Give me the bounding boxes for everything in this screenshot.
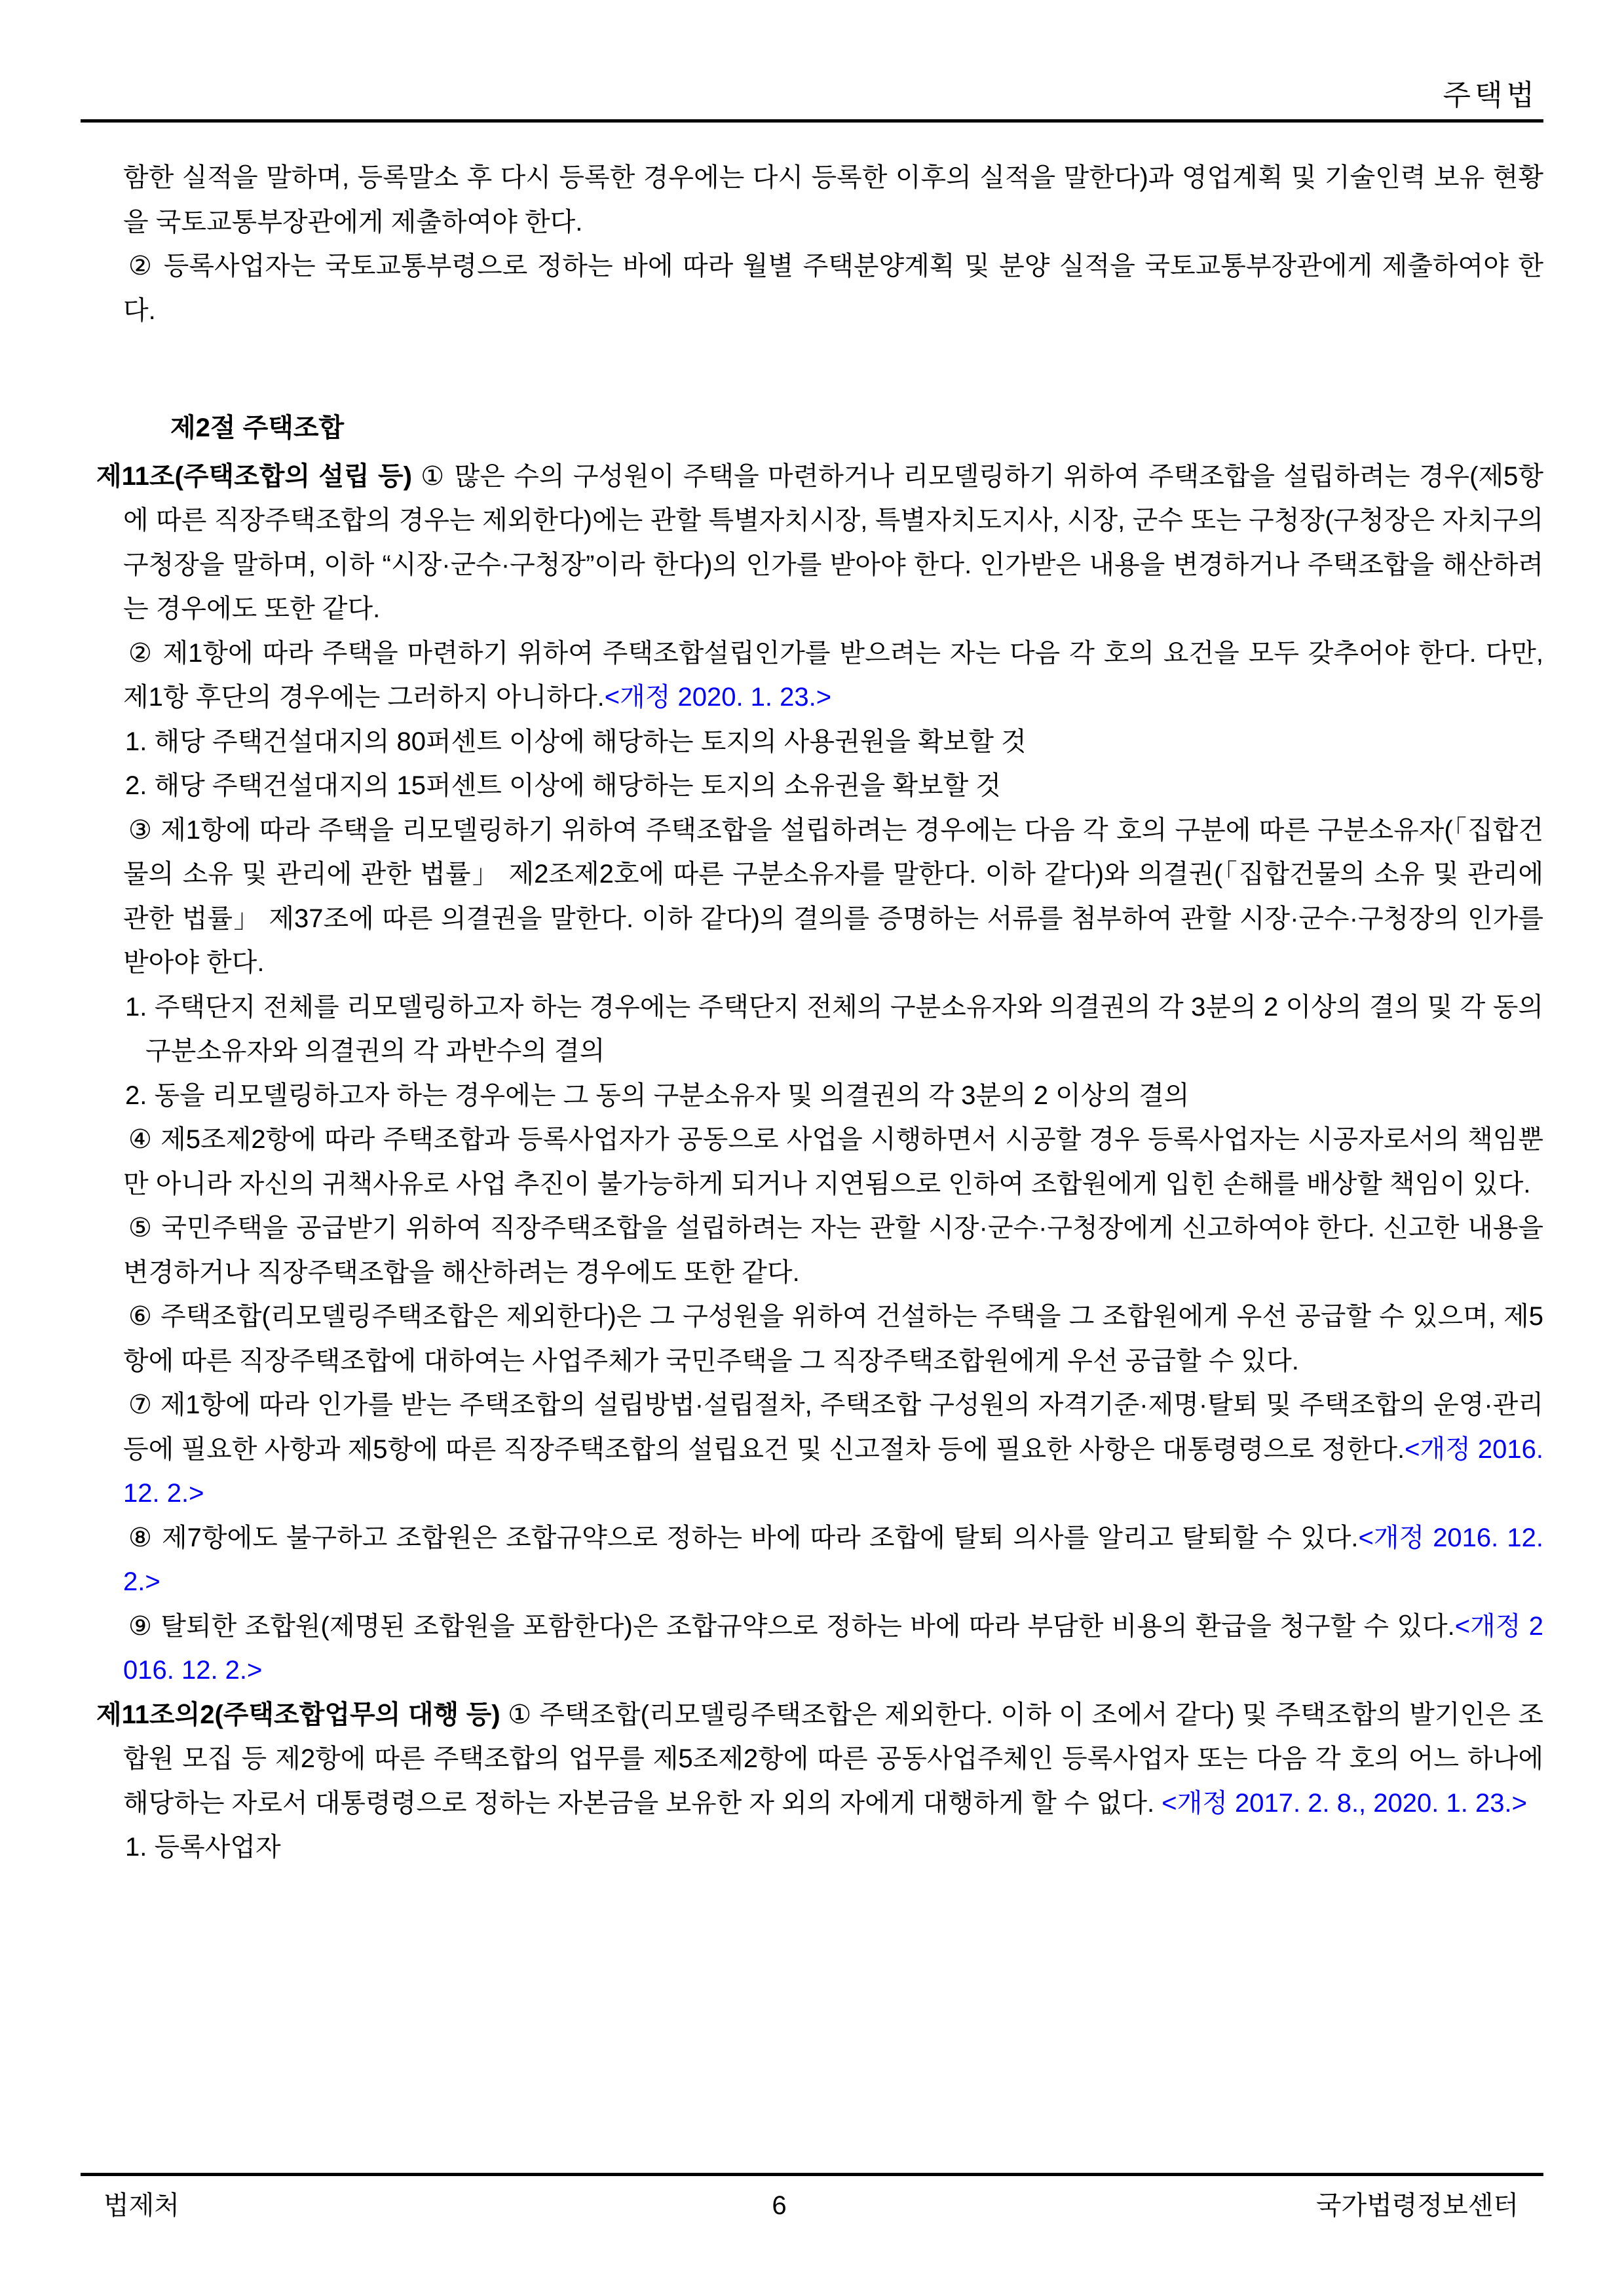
paragraph-section [81,406,1543,451]
footer-agency-label: 법제처 [104,2191,179,2220]
paragraph-item [81,1074,1543,1119]
paragraph-plain [81,156,1543,244]
text-run: 2. 해당 주택건설대지의 15퍼센트 이상에 해당하는 토지의 소유권을 확보할 것 [125,771,1002,800]
footer-info-center-label: 국가법령정보센터 [1315,2191,1519,2220]
text-run: ④ 제5조제2항에 따라 주택조합과 등록사업자가 공동으로 사업을 시행하면서 시공할 경우 등록사업자는 시공자로서의 책임뿐만 아니라 자신의 귀책사유로 사업 추진이 불가능하게 되거나 지연됨으로 인하여 조합원에게 입힌 손해를 배상할 책임이 있다. [123,1125,1543,1198]
text-run: ① 주택조합(리모델링주택조합은 제외한다. 이하 이 조에서 같다) 및 주택조합의 발기인은 조합원 모집 등 제2항에 따른 주택조합의 업무를 제5조제2항에 따른 공동사업주체인 등록사업자 또는 다음 각 호의 어느 하나에 해당하는 자로서 대통령령으로 정하는 자본금을 보유한 자 외의 자에게 대행하게 할 수 없다. [123,1700,1544,1818]
paragraph-clause [81,632,1543,720]
text-run: ① 많은 수의 구성원이 주택을 마련하거나 리모델링하기 위하여 주택조합을 설립하려는 경우(제5항에 따른 직장주택조합의 경우는 제외한다)에는 관할 특별자치시장, 특별자치도지사, 시장, 군수 또는 구청장(구청장은 자치구의 구청장을 말하며, 이하 “시장·군수·구청장”이라 한다)의 인가를 받아야 한다. 인가받은 내용을 변경하거나 주택조합을 해산하려는 경우에도 또한 같다. [123,461,1543,623]
paragraph-clause [81,244,1543,333]
amendment-note: <개정 2016. 12. 2.> [123,1523,1543,1596]
text-run: ⑨ 탈퇴한 조합원(제명된 조합원을 포함한다)은 조합규약으로 정하는 바에 따라 부담한 비용의 환급을 청구할 수 있다. [128,1611,1455,1641]
paragraph-item [81,1826,1543,1870]
text-run: ⑥ 주택조합(리모델링주택조합은 제외한다)은 그 구성원을 위하여 건설하는 주택을 그 조합원에게 우선 공급할 수 있으며, 제5항에 따른 직장주택조합에 대하여는 사업주체가 국민주택을 그 직장주택조합원에게 우선 공급할 수 있다. [123,1302,1543,1375]
amendment-note: <개정 2016. 12. 2.> [123,1611,1544,1685]
amendment-note: <개정 2020. 1. 23.> [604,683,832,712]
paragraph-clause [81,1516,1543,1605]
footer-rule [81,2173,1543,2176]
header-rule [81,119,1543,123]
text-run: 1. 해당 주택건설대지의 80퍼센트 이상에 해당하는 토지의 사용권원을 확보할 것 [125,727,1027,756]
paragraph-article [81,1693,1543,1826]
text-run: 2. 동을 리모델링하고자 하는 경우에는 그 동의 구분소유자 및 의결권의 각 3분의 2 이상의 결의 [125,1081,1190,1110]
document-body [81,156,1543,1870]
paragraph-clause [81,1383,1543,1516]
footer-page-number: 6 [772,2191,787,2220]
text-run: 1. 주택단지 전체를 리모델링하고자 하는 경우에는 주택단지 전체의 구분소유자와 의결권의 각 3분의 2 이상의 결의 및 각 동의 구분소유자와 의결권의 각 과반수의 결의 [125,992,1543,1065]
text-run: ⑤ 국민주택을 공급받기 위하여 직장주택조합을 설립하려는 자는 관할 시장·군수·구청장에게 신고하여야 한다. 신고한 내용을 변경하거나 직장주택조합을 해산하려는 경우에도 또한 같다. [123,1214,1543,1287]
amendment-note: <개정 2016. 12. 2.> [123,1434,1543,1508]
paragraph-clause [81,1295,1543,1383]
text-run: 함한 실적을 말하며, 등록말소 후 다시 등록한 경우에는 다시 등록한 이후의 실적을 말한다)과 영업계획 및 기술인력 보유 현황을 국토교통부장관에게 제출하여야 한다. [123,163,1543,237]
amendment-note: <개정 2017. 2. 8., 2020. 1. 23.> [1161,1788,1527,1818]
text-run: ② 제1항에 따라 주택을 마련하기 위하여 주택조합설립인가를 받으려는 자는 다음 각 호의 요건을 모두 갖추어야 한다. 다만, 제1항 후단의 경우에는 그러하지 아니하다. [123,638,1543,712]
article-title-run: 제11조(주택조합의 설립 등) [96,461,412,491]
paragraph-clause [81,1605,1543,1693]
text-run: ③ 제1항에 따라 주택을 리모델링하기 위하여 주택조합을 설립하려는 경우에는 다음 각 호의 구분에 따른 구분소유자(「집합건물의 소유 및 관리에 관한 법률」 제2조제2호에 따른 구분소유자를 말한다. 이하 같다)와 의결권(「집합건물의 소유 및 관리에 관한 법률」 제37조에 따른 의결권을 말한다. 이하 같다)의 결의를 증명하는 서류를 첨부하여 관할 시장·군수·구청장의 인가를 받아야 한다. [123,815,1543,977]
text-run: 1. 등록사업자 [125,1833,281,1862]
article-title-run: 제2절 주택조합 [170,413,345,442]
text-run: ⑧ 제7항에도 불구하고 조합원은 조합규약으로 정하는 바에 따라 조합에 탈퇴 의사를 알리고 탈퇴할 수 있다. [128,1523,1359,1552]
paragraph-item [81,985,1543,1074]
page-footer [81,2186,1543,2232]
paragraph-article [81,455,1543,632]
page-header-law-title: 주택법 [1443,79,1538,111]
text-run: ② 등록사업자는 국토교통부령으로 정하는 바에 따라 월별 주택분양계획 및 분양 실적을 국토교통부장관에게 제출하여야 한다. [123,252,1543,325]
paragraph-clause [81,1118,1543,1206]
paragraph-item [81,720,1543,765]
paragraph-item [81,764,1543,809]
text-run: ⑦ 제1항에 따라 인가를 받는 주택조합의 설립방법·설립절차, 주택조합 구성원의 자격기준·제명·탈퇴 및 주택조합의 운영·관리 등에 필요한 사항과 제5항에 따른 직장주택조합의 설립요건 및 신고절차 등에 필요한 사항은 대통령령으로 정한다. [123,1390,1543,1464]
article-title-run: 제11조의2(주택조합업무의 대행 등) [96,1700,500,1729]
paragraph-clause [81,809,1543,985]
paragraph-clause [81,1206,1543,1295]
